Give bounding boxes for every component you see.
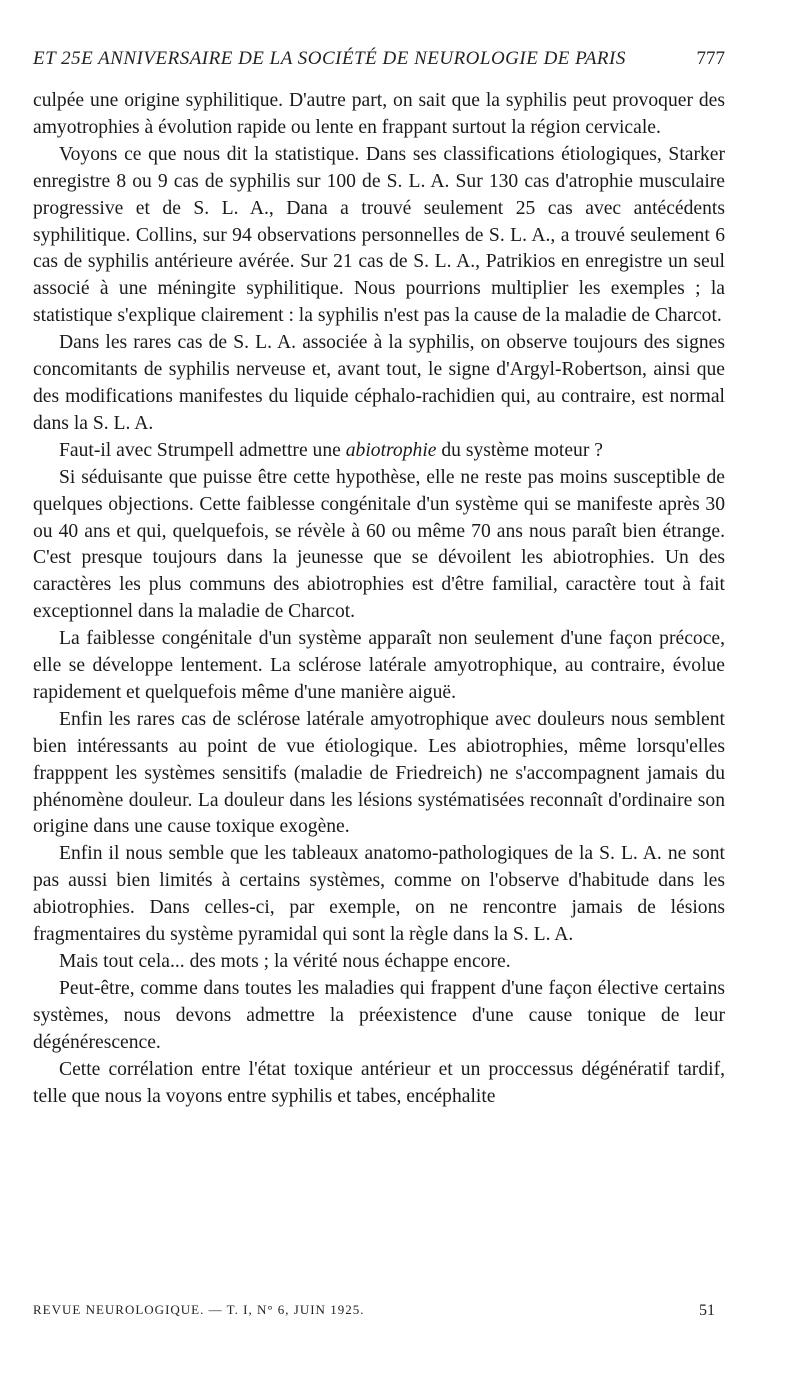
paragraph-correlation: Cette corrélation entre l'état toxique antérieur et un proccessus dégénératif tardif, telle que nous la voyons entre syphilis et tabes, encéphalite <box>33 1058 725 1107</box>
paragraph-strumpell-question <box>33 438 725 465</box>
question-end: du système moteur ? <box>436 439 603 461</box>
paragraph-pain-cases: Enfin les rares cas de sclérose latérale amyotrophique avec douleurs nous semblent bien intéressants au point de vue étiologique. Les abiotrophies, même lorsqu'elles frapppent les systèmes sensitifs (maladie de Friedreich) ne s'accompagnent jamais du phénomène douleur. La douleur dans les lésions systématisées reconnaît d'ordinaire son origine dans une cause toxique exogène. <box>33 708 725 838</box>
sheet-number: 51 <box>699 1302 715 1319</box>
paragraph-truth-escapes: Mais tout cela... des mots ; la vérité nous échappe encore. <box>59 951 511 972</box>
running-title: ET 25E ANNIVERSAIRE DE LA SOCIÉTÉ DE NEUROLOGIE DE PARIS <box>33 48 626 69</box>
journal-reference: REVUE NEUROLOGIQUE. — T. I, N° 6, JUIN 1925. <box>33 1302 365 1317</box>
question-start: Faut-il avec Strumpell admettre une <box>59 439 346 461</box>
paragraph-continuation: culpée une origine syphilitique. D'autre part, on sait que la syphilis peut provoquer des amyotrophies à évolution rapide ou lente en frappant surtout la région cervicale. <box>33 90 725 138</box>
paragraph-anatomo-pathology: Enfin il nous semble que les tableaux anatomo-pathologiques de la S. L. A. ne sont pas aussi bien limités à certains systèmes, comme on l'observe d'habitude dans les abiotrophies. Dans celles-ci, par exemple, on ne rencontre jamais de lésions fragmentaires du système pyramidal qui sont la règle dans la S. L. A. <box>33 843 725 946</box>
paragraph-objections: Si séduisante que puisse être cette hypothèse, elle ne reste pas moins susceptible de quelques objections. Cette faiblesse congénitale d'un système qui se manifeste après 30 ou 40 ans et qui, quelquefois, se révèle à 60 ou même 70 ans nous paraît bien étrange. C'est presque toujours dans la jeunesse que se dévoilent les abiotrophies. Un des caractères les plus communs des abiotrophies est d'être familial, caractère tout à fait exceptionnel dans la maladie de Charcot. <box>33 466 725 623</box>
running-head <box>33 48 725 76</box>
abiotrophie-term: abiotrophie <box>345 439 437 461</box>
paragraph-congenital-weakness: La faiblesse congénitale d'un système apparaît non seulement d'une façon précoce, elle se développe lentement. La sclérose latérale amyotrophique, au contraire, évolue rapidement et quelquefois même d'une manière aiguë. <box>33 628 725 703</box>
body-text <box>33 88 725 1110</box>
paragraph-statistics: Voyons ce que nous dit la statistique. Dans ses classifications étiologiques, Starker enregistre 8 ou 9 cas de syphilis sur 100 de S. L. A. Sur 130 cas d'atrophie musculaire progressive et de S. L. A., Dana a trouvé seulement 25 cas avec antécédents syphilitique. Collins, sur 94 observations personnelles de S. L. A., a trouvé seulement 6 cas de syphilis antérieure avérée. Sur 21 cas de S. L. A., Patrikios en enregistre un seul associé à une méningite syphilitique. Nous pourrions multiplier les exemples ; la statistique s'explique clairement : la syphilis n'est pas la cause de la maladie de Charcot. <box>33 143 725 327</box>
paragraph-toxic-cause: Peut-être, comme dans toutes les maladies qui frappent d'une façon élective certains systèmes, nous devons admettre la préexistence d'une cause tonique de leur dégénérescence. <box>33 977 725 1053</box>
paragraph-rare-cases: Dans les rares cas de S. L. A. associée à la syphilis, on observe toujours des signes concomitants de syphilis nerveuse et, avant tout, le signe d'Argyl-Robertson, ainsi que des modifications manifestes du liquide céphalo-rachidien qui, au contraire, est normal dans la S. L. A. <box>33 332 725 434</box>
book-page <box>33 0 725 1374</box>
page-number: 777 <box>696 48 725 69</box>
page-footer <box>33 1302 725 1326</box>
